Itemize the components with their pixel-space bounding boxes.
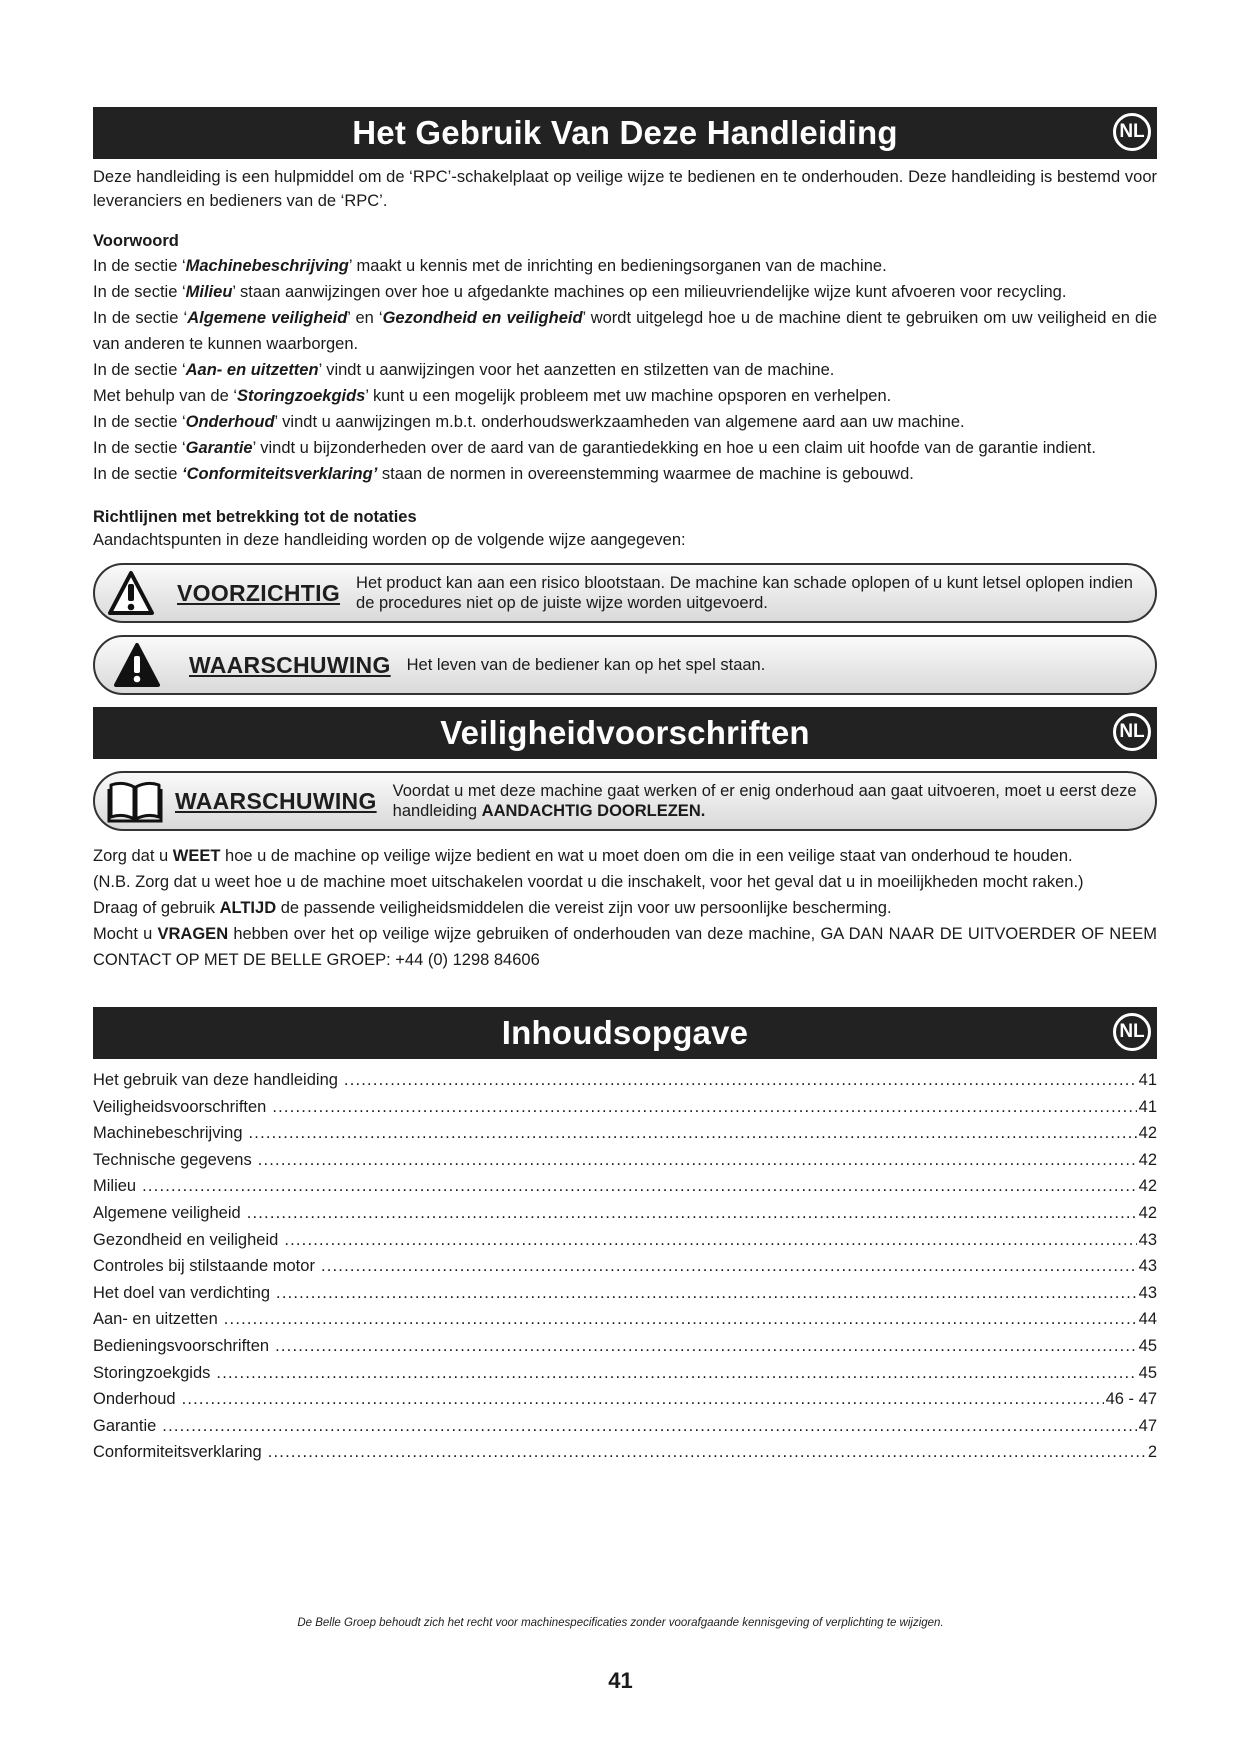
toc-entry[interactable]: Milieu ..... 42 xyxy=(93,1173,1157,1200)
section-banner-inhoud xyxy=(93,1007,1157,1059)
caution-label: VOORZICHTIG xyxy=(177,579,341,606)
toc-entry[interactable]: Machinebeschrijving ..... 42 xyxy=(93,1120,1157,1147)
warning-text: Voordat u met deze machine gaat werken of er enig onderhoud aan gaat uitvoeren, moet u eerst deze handleiding AANDACHTIG DOORLEZEN. xyxy=(392,782,1137,820)
page-number: 41 xyxy=(608,1668,633,1693)
warning-label: WAARSCHUWING xyxy=(175,787,377,814)
foreword-line: In de sectie ‘Conformiteitsverklaring’ staan de normen in overeenstemming waarmee de machine is gebouwd. xyxy=(93,465,914,483)
safety-paragraph: Zorg dat u WEET hoe u de machine op veilige wijze bedient en wat u moet doen om die in een veilige staat van onderhoud te houden. xyxy=(93,847,1073,865)
warning-label: WAARSCHUWING xyxy=(189,651,391,678)
book-icon xyxy=(107,779,163,823)
toc-entry[interactable]: Aan- en uitzetten ..... 44 xyxy=(93,1306,1157,1333)
caution-text: Het product kan aan een risico blootstaan. De machine kan schade oplopen of u kunt letsel oplopen indien de procedures niet op de juiste wijze worden uitgevoerd. xyxy=(356,574,1133,612)
toc-entry[interactable]: Onderhoud ..... 46 - 47 xyxy=(93,1386,1157,1413)
nl-language-badge: NL xyxy=(1113,1013,1151,1051)
toc-entry[interactable]: Het gebruik van deze handleiding ..... 41 xyxy=(93,1067,1157,1094)
toc-entry[interactable]: Bedieningsvoorschriften ..... 45 xyxy=(93,1333,1157,1360)
manual-page xyxy=(93,107,1157,1466)
section-banner-gebruik xyxy=(93,107,1157,159)
foreword-line: In de sectie ‘Onderhoud’ vindt u aanwijzingen m.b.t. onderhoudswerkzaamheden van algemene aard aan uw machine. xyxy=(93,413,965,431)
toc-entry[interactable]: Garantie ..... 47 xyxy=(93,1413,1157,1440)
toc-entry[interactable]: Veiligheidsvoorschriften ..... 41 xyxy=(93,1094,1157,1121)
foreword-line: In de sectie ‘Algemene veiligheid’ en ‘Gezondheid en veiligheid’ wordt uitgelegd hoe u de machine dient te gebruiken om uw veiligheid en die van anderen te kunnen waarborgen. xyxy=(93,309,1157,353)
foreword-line: Met behulp van de ‘Storingzoekgids’ kunt u een mogelijk probleem met uw machine opsporen en verhelpen. xyxy=(93,387,892,405)
warning-triangle-icon xyxy=(107,642,167,688)
toc-entry[interactable]: Gezondheid en veiligheid ..... 43 xyxy=(93,1227,1157,1254)
toc-entry[interactable]: Technische gegevens ..... 42 xyxy=(93,1147,1157,1174)
foreword-line: In de sectie ‘Garantie’ vindt u bijzonderheden over de aard van de garantiedekking en hoe u een claim uit hoofde van de garantie indient. xyxy=(93,439,1096,457)
section-title: Inhoudsopgave xyxy=(501,1014,749,1051)
section-title: Veiligheidvoorschriften xyxy=(440,714,810,751)
toc-entry[interactable]: Controles bij stilstaande motor ..... 43 xyxy=(93,1253,1157,1280)
caution-triangle-icon xyxy=(107,570,155,616)
toc-entry[interactable]: Conformiteitsverklaring ..... 2 xyxy=(93,1439,1157,1466)
notation-heading: Richtlijnen met betrekking tot de notaties xyxy=(93,508,417,526)
section-banner-veiligheid xyxy=(93,707,1157,759)
warning-box xyxy=(93,635,1157,695)
toc-entry[interactable]: Het doel van verdichting ..... 43 xyxy=(93,1280,1157,1307)
section-title: Het Gebruik Van Deze Handleiding xyxy=(352,114,898,151)
toc-entry[interactable]: Storingzoekgids ..... 45 xyxy=(93,1360,1157,1387)
read-manual-warning-box xyxy=(93,771,1157,831)
nl-language-badge: NL xyxy=(1113,713,1151,751)
foreword-line: In de sectie ‘Aan- en uitzetten’ vindt u aanwijzingen voor het aanzetten en stilzetten van de machine. xyxy=(93,361,835,379)
foreword-heading: Voorwoord xyxy=(93,232,179,250)
table-of-contents xyxy=(93,1067,1157,1466)
warning-text: Het leven van de bediener kan op het spel staan. xyxy=(406,656,766,674)
safety-paragraph: (N.B. Zorg dat u weet hoe u de machine moet uitschakelen voordat u die inschakelt, voor het geval dat u in moeilijkheden mocht raken.) xyxy=(93,873,1084,891)
toc-entry[interactable]: Algemene veiligheid ..... 42 xyxy=(93,1200,1157,1227)
nl-language-badge: NL xyxy=(1113,113,1151,151)
caution-box xyxy=(93,563,1157,623)
foreword-line: In de sectie ‘Milieu’ staan aanwijzingen over hoe u afgedankte machines op een milieuvriendelijke wijze kunt afvoeren voor recycling. xyxy=(93,283,1067,301)
safety-paragraph: Draag of gebruik ALTIJD de passende veiligheidsmiddelen die vereist zijn voor uw persoonlijke bescherming. xyxy=(93,899,892,917)
safety-paragraph: Mocht u VRAGEN hebben over het op veilige wijze gebruiken of onderhouden van deze machine, GA DAN NAAR DE UITVOERDER OF NEEM CONTACT OP MET DE BELLE GROEP: +44 (0) 1298 84606 xyxy=(93,925,1157,969)
footer-disclaimer: De Belle Groep behoudt zich het recht voor machinespecificaties zonder voorafgaande kennisgeving of verplichting te wijzigen. xyxy=(297,1617,944,1629)
intro-paragraph: Deze handleiding is een hulpmiddel om de ‘RPC’-schakelplaat op veilige wijze te bedienen en te onderhouden. Deze handleiding is bestemd voor leveranciers en bedieners van de ‘RPC’. xyxy=(93,168,1157,210)
foreword-line: In de sectie ‘Machinebeschrijving’ maakt u kennis met de inrichting en bedieningsorganen van de machine. xyxy=(93,257,887,275)
notation-text: Aandachtspunten in deze handleiding worden op de volgende wijze aangegeven: xyxy=(93,531,686,549)
